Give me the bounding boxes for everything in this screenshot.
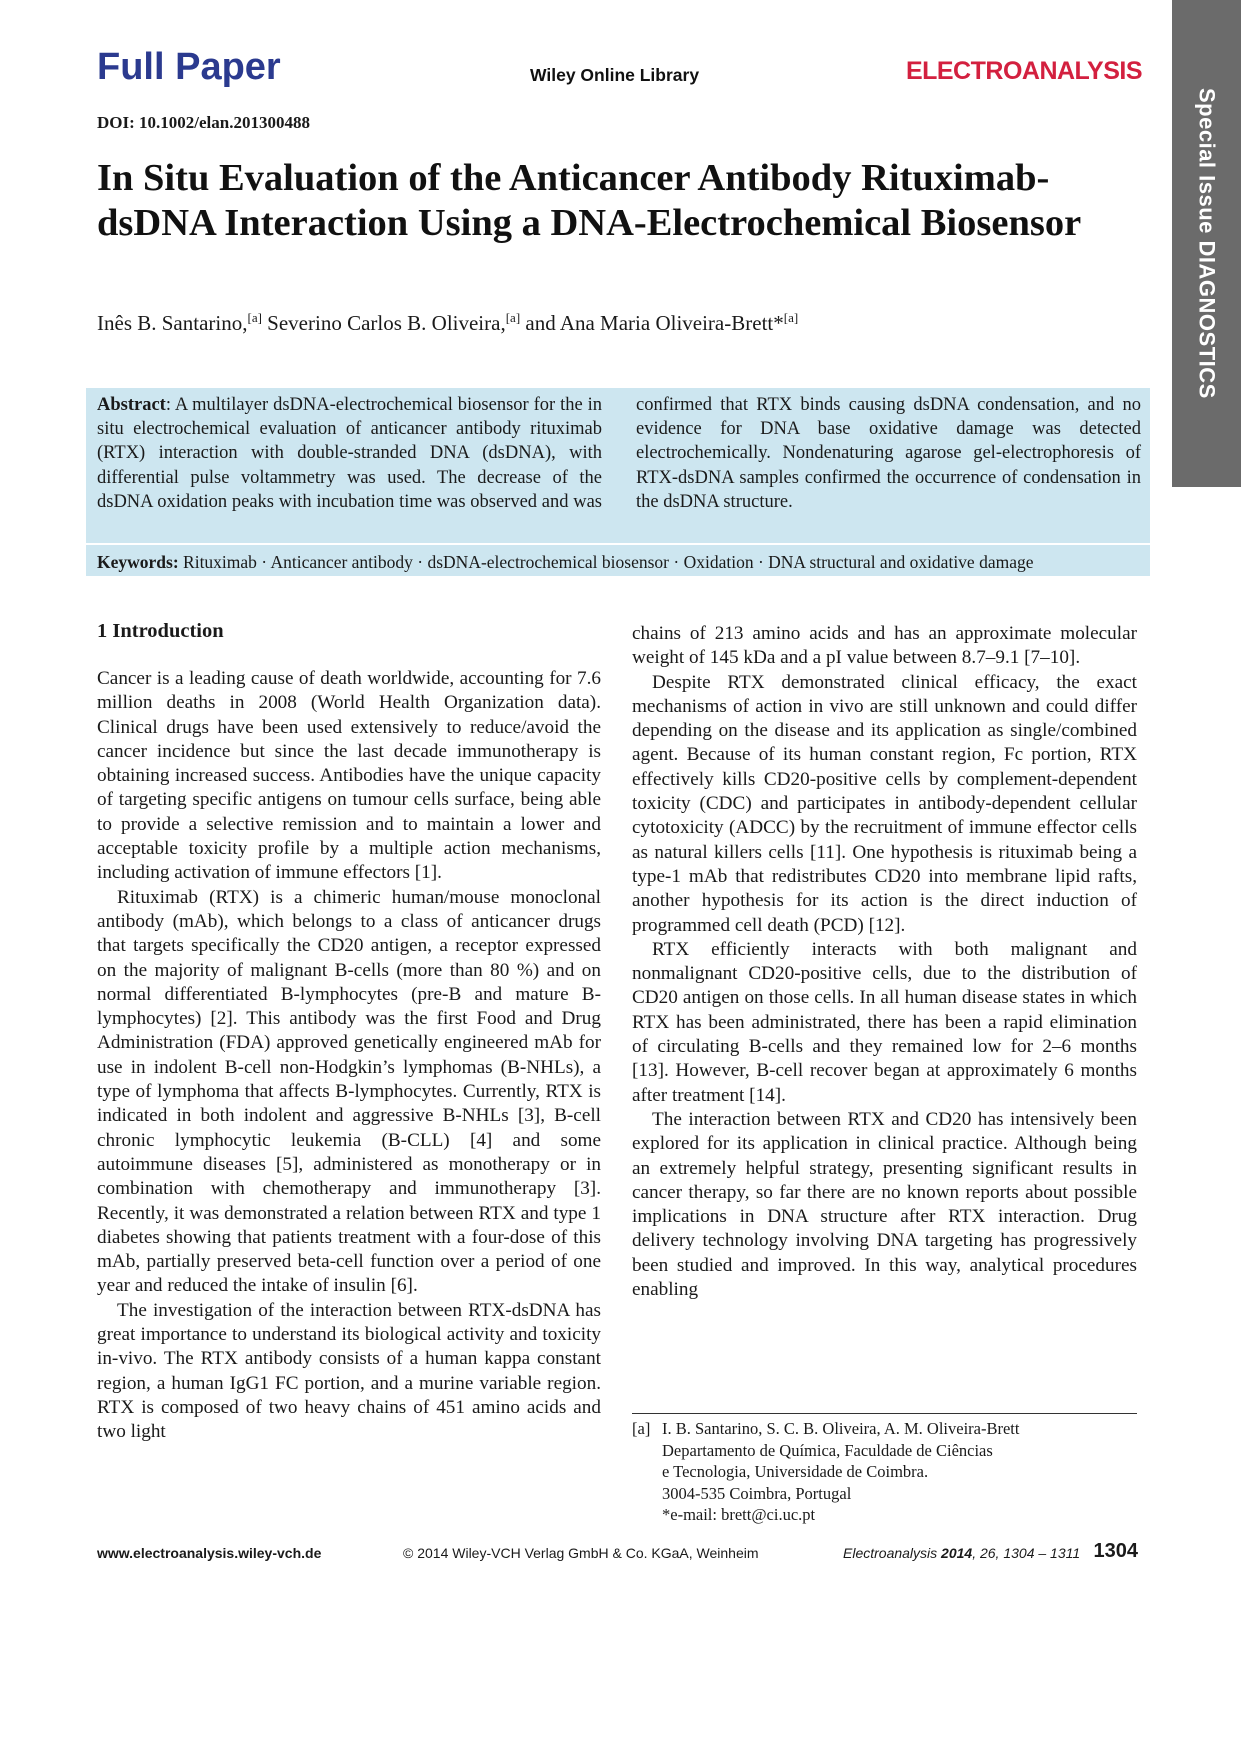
keywords-label: Keywords:: [97, 552, 179, 572]
keywords-list: Rituximab · Anticancer antibody · dsDNA-electrochemical biosensor · Oxidation · DNA structural and oxidative damage: [183, 552, 1034, 572]
body-paragraph: The investigation of the interaction between RTX-dsDNA has great importance to understand its biological activity and toxicity in-vivo. The RTX antibody consists of a human kappa constant region, a human IgG1 FC portion, and a murine variable region. RTX is composed of two heavy chains of 451 amino acids and two light: [97, 1299, 601, 1443]
section-heading: 1 Introduction: [97, 620, 224, 642]
body-paragraph: Despite RTX demonstrated clinical efficacy, the exact mechanisms of action in vivo are still unknown and could differ depending on the disease and its application as single/combined agent. Because of its human constant region, Fc portion, RTX effectively kills CD20-positive cells by complement-dependent toxicity (CDC) and participates in antibody-dependent cellular cytotoxicity (ADCC) by the recruitment of immune effector cells as natural killers cells [11]. One hypothesis is rituximab being a type-1 mAb that redistributes CD20 into membrane lipid rafts, another hypothesis for its action is the direct induction of programmed cell death (PCD) [12].: [632, 671, 1137, 936]
body-paragraph: RTX efficiently interacts with both malignant and nonmalignant CD20-positive cells, due to the distribution of CD20 antigen on those cells. In all human disease states in which RTX has been administrated, there has been a rapid elimination of circulating B-cells and they remained low for 2–6 months [13]. However, B-cell recover began at approximately 6 months after treatment [14].: [632, 938, 1137, 1106]
author-affiliation-mark: [a]: [247, 310, 262, 325]
abstract-label: Abstract: [97, 395, 166, 415]
body-paragraph: Rituximab (RTX) is a chimeric human/mouse monoclonal antibody (mAb), which belongs to a class of anticancer drugs that targets specifically the CD20 antigen, a receptor expressed on the majority of malignant B-cells (more than 80 %) and on normal differentiated B-lymphocytes (pre-B and mature B-lymphocytes) [2]. This antibody was the first Food and Drug Administration (FDA) approved genetically engineered mAb for use in indolent B-cell non-Hodgkin’s lymphomas (B-NHLs), a type of lymphoma that affects B-lymphocytes. Currently, RTX is indicated in both indolent and aggressive B-NHLs [3], B-cell chronic lymphocytic leukemia (B-CLL) [4] and some autoimmune diseases [5], administered as monotherapy or in combination with chemotherapy and immunotherapy [3]. Recently, it was demonstrated a relation between RTX and type 1 diabetes showing that patients treatment with a four-dose of this mAb, partially preserved beta-cell function over a period of one year and reduced the intake of insulin [6].: [97, 886, 601, 1297]
citation-year: 2014: [941, 1545, 973, 1561]
footer-citation: [843, 1545, 1080, 1561]
body-column-left: [97, 667, 601, 1445]
special-issue-label: Special Issue DIAGNOSTICS: [1194, 88, 1220, 399]
author-name: and Ana Maria Oliveira-Brett*: [525, 311, 784, 335]
journal-section-label: Full Paper: [97, 46, 281, 88]
author-affiliation-mark: [a]: [505, 310, 521, 325]
citation-journal: Electroanalysis: [843, 1545, 938, 1561]
affiliation-line: e Tecnologia, Universidade de Coimbra.: [662, 1462, 929, 1481]
footer-url[interactable]: www.electroanalysis.wiley-vch.de: [97, 1545, 322, 1561]
body-paragraph: chains of 213 amino acids and has an approximate molecular weight of 145 kDa and a pI value between 8.7–9.1 [7–10].: [632, 623, 1137, 669]
abstract-body: : A multilayer dsDNA-electrochemical biosensor for the in situ electrochemical evaluation of anticancer antibody rituximab (RTX) interaction with double-stranded DNA (dsDNA), with differential pulse voltammetry was used. The decrease of the dsDNA oxidation peaks with incubation time was observed and was confirmed that RTX binds causing dsDNA condensation, and no evidence for DNA base oxidative damage was detected electrochemically. Nondenaturing agarose gel-electrophoresis of RTX-dsDNA samples confirmed the occurrence of condensation in the dsDNA structure.: [97, 395, 1141, 512]
affiliation-email: *e-mail: brett@ci.uc.pt: [662, 1505, 816, 1524]
keywords: [97, 552, 1147, 573]
doi: DOI: 10.1002/elan.201300488: [97, 113, 310, 132]
special-issue-tab: [1172, 0, 1241, 487]
author-name: Severino Carlos B. Oliveira,: [267, 311, 506, 335]
footer-copyright: © 2014 Wiley-VCH Verlag GmbH & Co. KGaA, Weinheim: [403, 1545, 759, 1561]
abstract-divider: [86, 543, 1150, 545]
affiliation-line: 3004-535 Coimbra, Portugal: [662, 1483, 852, 1503]
journal-name: ELECTROANALYSIS: [905, 57, 1142, 85]
page-number: 1304: [1093, 1540, 1138, 1562]
affiliation-line: I. B. Santarino, S. C. B. Oliveira, A. M. Oliveira-Brett: [662, 1419, 1020, 1438]
body-paragraph: Cancer is a leading cause of death worldwide, accounting for 7.6 million deaths in 2008 (World Health Organization data). Clinical drugs have been used extensively to reduce/avoid the cancer incidence but since the last decade immunotherapy is obtaining increased success. Antibodies have the unique capacity of targeting specific antigens on tumour cells surface, being able to provide a selective remission and to maintain a lower and acceptable toxicity profile by a multiple action mechanisms, including activation of immune effectors [1].: [97, 668, 601, 884]
affiliation-line: Departamento de Química, Faculdade de Ciências: [662, 1440, 993, 1460]
affiliation-label: [a]: [632, 1419, 651, 1438]
abstract: [97, 393, 1141, 528]
author-name: Inês B. Santarino,: [97, 311, 248, 335]
body-column-right: [632, 622, 1137, 1302]
paper-title: In Situ Evaluation of the Anticancer Antibody Rituximab-dsDNA Interaction Using a DNA-Electrochemical Biosensor: [97, 157, 1082, 244]
author-list: [97, 310, 798, 336]
wiley-online-library-label: Wiley Online Library: [530, 65, 700, 85]
citation-volume-pages: , 26, 1304 – 1311: [972, 1545, 1081, 1561]
footnote-rule: [632, 1413, 1137, 1414]
body-paragraph: The interaction between RTX and CD20 has intensively been explored for its application in clinical practice. Although being an extremely helpful strategy, presenting significant results in cancer therapy, so far there are no known reports about possible implications in DNA structure after RTX interaction. Drug delivery technology involving DNA targeting has progressively been studied and improved. In this way, analytical procedures enabling: [632, 1108, 1137, 1301]
affiliation-footnote: [632, 1418, 1137, 1526]
author-affiliation-mark: [a]: [783, 310, 799, 325]
